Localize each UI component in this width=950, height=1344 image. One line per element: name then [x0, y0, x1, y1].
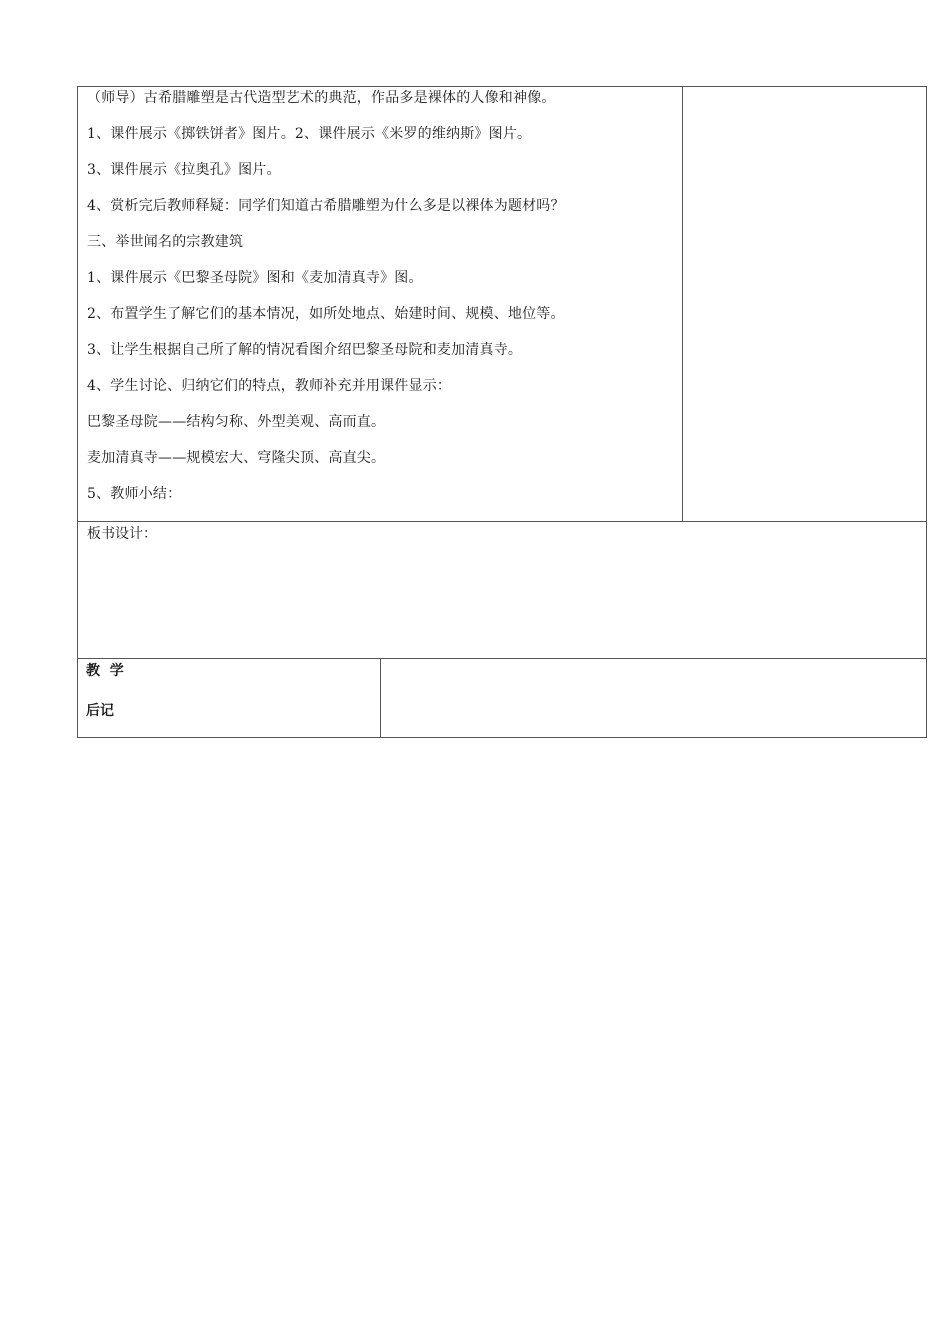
lesson-line: 2、布置学生了解它们的基本情况，如所处地点、始建时间、规模、地位等。: [87, 306, 565, 322]
board-design-cell: [78, 522, 927, 659]
lesson-content-cell: [78, 87, 683, 522]
lesson-line: 麦加清真寺——规模宏大、穹隆尖顶、高直尖。: [87, 450, 386, 466]
section-heading: 三、举世闻名的宗教建筑: [87, 234, 244, 250]
lesson-line: 3、让学生根据自己所了解的情况看图介绍巴黎圣母院和麦加清真寺。: [87, 342, 523, 358]
teaching-notes-label-cell: [78, 659, 381, 738]
lesson-line: 1、课件展示《掷铁饼者》图片。2、课件展示《米罗的维纳斯》图片。: [87, 126, 532, 142]
teaching-notes-content-cell: [380, 659, 927, 738]
teaching-notes-label-line2: 后记: [86, 703, 114, 719]
teaching-notes-row: [78, 659, 927, 738]
board-design-label: 板书设计：: [87, 526, 157, 542]
lesson-plan-table: [77, 86, 927, 738]
lesson-line: 5、教师小结：: [87, 486, 182, 502]
lesson-line: 4、赏析完后教师释疑：同学们知道古希腊雕塑为什么多是以裸体为题材吗？: [87, 198, 565, 214]
lesson-line: 4、学生讨论、归纳它们的特点，教师补充并用课件显示：: [87, 378, 452, 394]
lesson-line: 3、课件展示《拉奥孔》图片。: [87, 162, 281, 178]
lesson-line: 巴黎圣母院——结构匀称、外型美观、高而直。: [87, 414, 386, 430]
side-notes-cell: [683, 87, 927, 522]
lesson-content-row: [78, 87, 927, 522]
board-design-row: [78, 522, 927, 659]
teaching-notes-label-line1: 教 学: [86, 663, 124, 679]
lesson-line: （师导）古希腊雕塑是古代造型艺术的典范，作品多是裸体的人像和神像。: [87, 90, 556, 106]
lesson-line: 1、课件展示《巴黎圣母院》图和《麦加清真寺》图。: [87, 270, 423, 286]
